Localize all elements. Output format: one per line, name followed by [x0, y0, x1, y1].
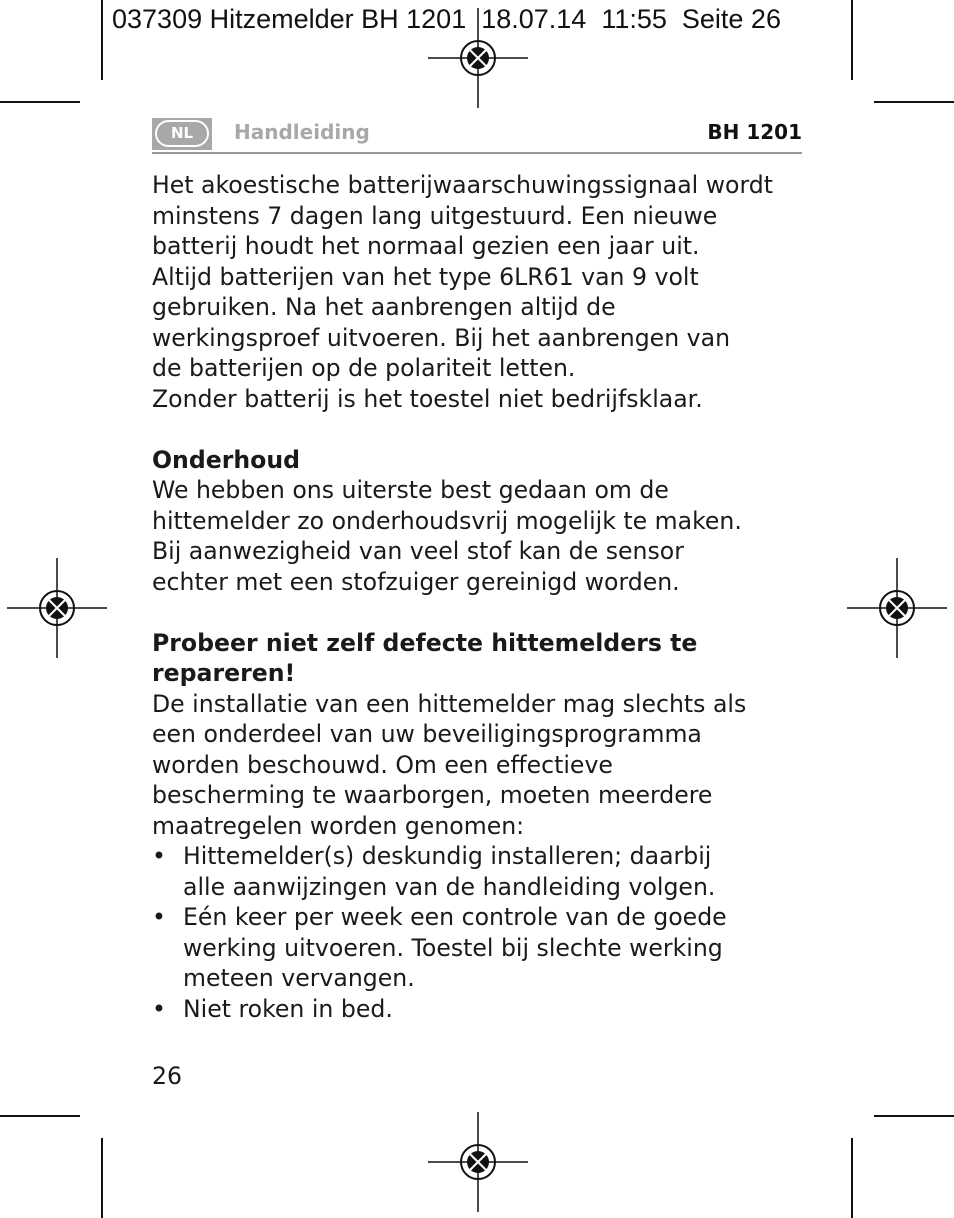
crop-mark	[101, 1138, 103, 1218]
crop-mark	[101, 0, 103, 80]
text-line: de batterijen op de polariteit letten.	[152, 354, 576, 382]
registration-mark-icon	[428, 1112, 528, 1212]
text-line: Hittemelder(s) deskundig installeren; daarbij	[183, 842, 712, 870]
text-line: werkingsproef uitvoeren. Bij het aanbrengen van	[152, 323, 731, 352]
registration-mark-icon	[847, 558, 947, 658]
list-item	[152, 841, 812, 902]
text-line: Bij aanwezigheid van veel stof kan de sensor	[152, 537, 684, 565]
text-line: Het akoestische batterijwaarschuwingssignaal wordt	[152, 171, 773, 199]
registration-mark-icon	[428, 8, 528, 108]
text-line: We hebben ons uiterste best gedaan om de	[152, 476, 669, 504]
repair-heading	[152, 628, 812, 689]
bullet-icon: •	[152, 903, 166, 931]
crop-mark	[0, 1115, 80, 1117]
measures-list	[152, 841, 812, 1024]
text-line: De installatie van een hittemelder mag slechts als	[152, 689, 747, 718]
text-line: bescherming te waarborgen, moeten meerdere	[152, 781, 713, 809]
text-line: alle aanwijzingen van de handleiding volgen.	[183, 872, 716, 901]
maintenance-heading: Onderhoud	[152, 445, 301, 474]
text-line: gebruiken. Na het aanbrengen altijd de	[152, 293, 616, 321]
heading-line: Probeer niet zelf defecte hittemelders te	[152, 628, 698, 657]
text-line: Niet roken in bed.	[183, 994, 393, 1023]
text-line: hittemelder zo onderhoudsvrij mogelijk te maken.	[152, 506, 742, 535]
model-label: BH 1201	[707, 120, 802, 144]
language-badge	[152, 118, 212, 150]
text-line: worden beschouwd. Om een effectieve	[152, 750, 613, 779]
text-line: minstens 7 dagen lang uitgestuurd. Een nieuwe	[152, 201, 718, 230]
text-line: batterij houdt het normaal gezien een jaar uit.	[152, 232, 700, 260]
crop-mark	[874, 1115, 954, 1117]
heading-line: repareren!	[152, 659, 296, 687]
text-line: een onderdeel van uw beveiligingsprogramma	[152, 720, 702, 748]
text-line: werking uitvoeren. Toestel bij slechte werking	[183, 933, 723, 962]
bullet-icon: •	[152, 842, 166, 870]
text-line: echter met een stofzuiger gereinigd worden.	[152, 567, 680, 596]
page-content	[152, 170, 812, 1024]
bullet-icon: •	[152, 994, 166, 1023]
list-item	[152, 994, 812, 1025]
maintenance-section	[152, 445, 812, 598]
language-badge-label: NL	[155, 120, 209, 147]
text-line: meteen vervangen.	[183, 964, 415, 992]
section-label: Handleiding	[234, 120, 370, 144]
repair-section	[152, 628, 812, 1025]
registration-mark-icon	[7, 558, 107, 658]
crop-mark	[874, 101, 954, 103]
text-line: Altijd batterijen van het type 6LR61 van 9 volt	[152, 262, 699, 291]
battery-paragraph	[152, 170, 812, 414]
text-line: Eén keer per week een controle van de goede	[183, 903, 727, 931]
text-line: Zonder batterij is het toestel niet bedrijfsklaar.	[152, 384, 703, 413]
page-number: 26	[152, 1062, 183, 1090]
page-header	[152, 116, 802, 154]
text-line: maatregelen worden genomen:	[152, 811, 525, 840]
crop-mark	[851, 0, 853, 80]
crop-mark	[851, 1138, 853, 1218]
list-item	[152, 902, 812, 994]
print-slug: 037309 Hitzemelder BH 1201 18.07.14 11:55 Seite 26	[112, 4, 781, 34]
crop-mark	[0, 101, 80, 103]
